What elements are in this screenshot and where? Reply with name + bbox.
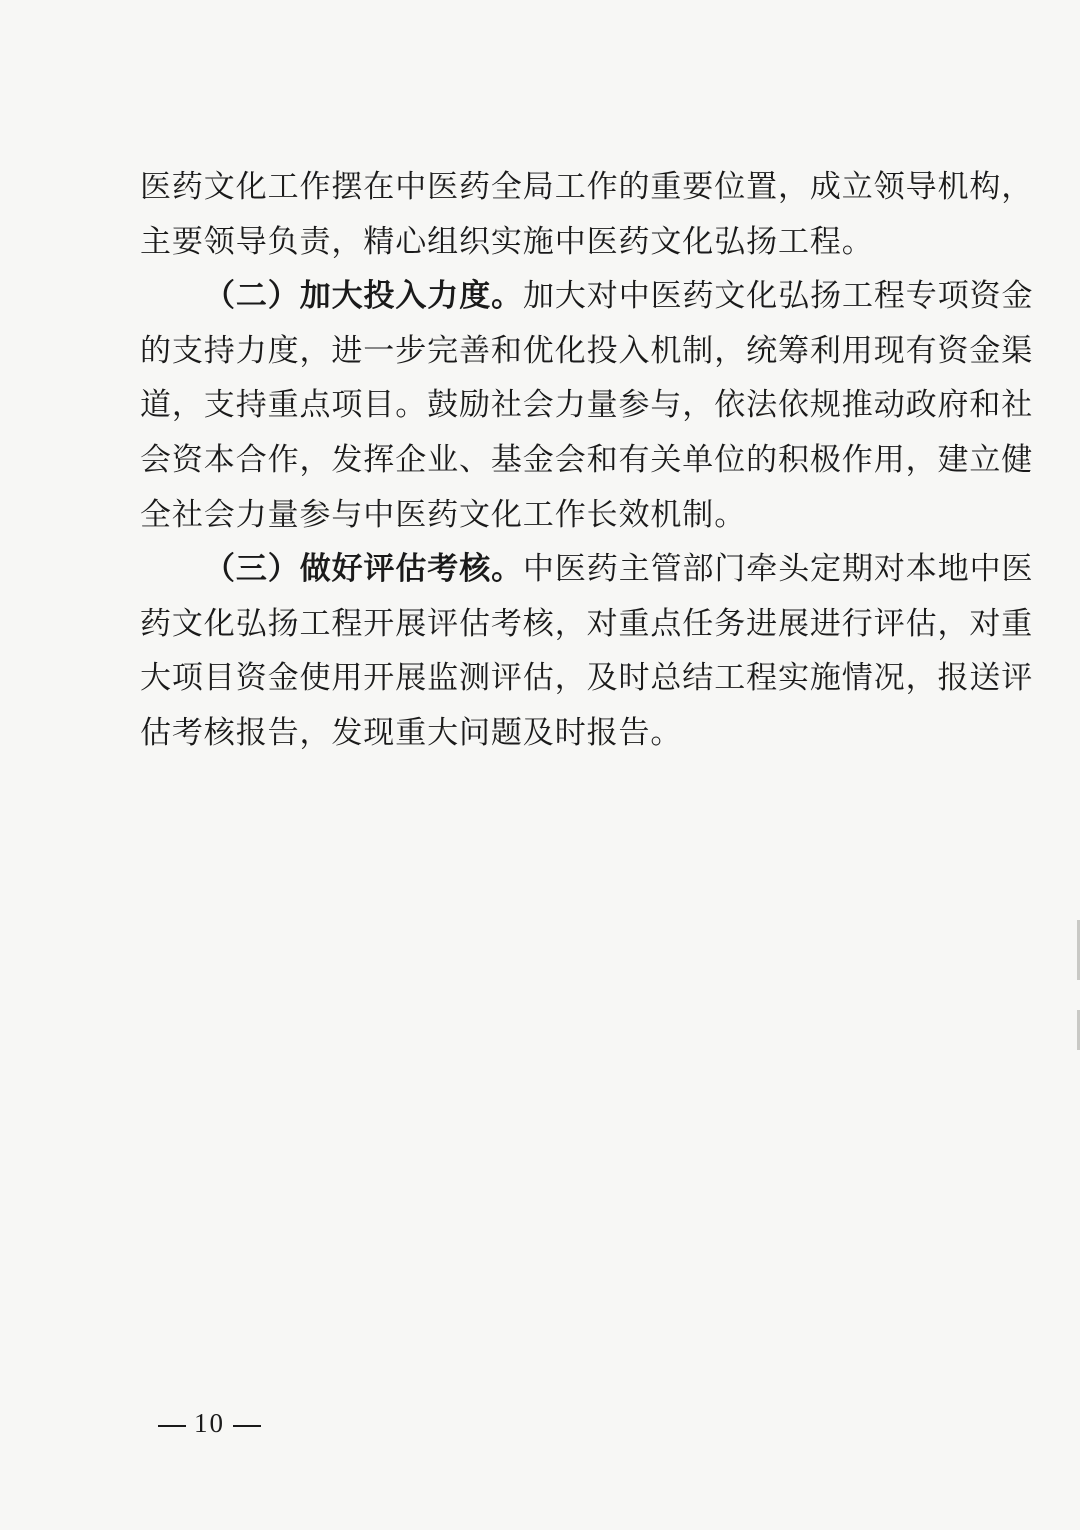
paragraph-3-heading: （三）做好评估考核。 [204, 551, 523, 588]
paragraph-2-line-3: 道，支持重点项目。鼓励社会力量参与，依法依规推动政府和社 [140, 387, 1034, 424]
page-number-value: 10 [194, 1408, 225, 1438]
paragraph-3-line-2: 药文化弘扬工程开展评估考核，对重点任务进展进行评估，对重 [140, 605, 1034, 642]
paragraph-3-line-3: 大项目资金使用开展监测评估，及时总结工程实施情况，报送评 [140, 660, 1034, 697]
paragraph-3-line-1 [140, 542, 1034, 597]
paragraph-1 [140, 160, 1034, 269]
paragraph-3-line-1-text: 中医药主管部门牵头定期对本地中医 [523, 551, 1034, 588]
paragraph-2-line-5: 全社会力量参与中医药文化工作长效机制。 [140, 496, 747, 533]
body-text [140, 160, 1034, 761]
page-number [150, 1408, 269, 1439]
page-number-dash-left [158, 1425, 186, 1427]
paragraph-3 [140, 542, 1034, 760]
paragraph-2-heading: （二）加大投入力度。 [204, 278, 523, 315]
paragraph-1-line-1: 医药文化工作摆在中医药全局工作的重要位置，成立领导机构， [140, 169, 1034, 205]
paragraph-2-line-1 [140, 269, 1034, 324]
paragraph-2-line-2: 的支持力度，进一步完善和优化投入机制，统筹利用现有资金渠 [140, 332, 1034, 369]
paragraph-1-line-2: 主要领导负责，精心组织实施中医药文化弘扬工程。 [140, 223, 874, 260]
paragraph-3-line-4: 估考核报告，发现重大问题及时报告。 [140, 714, 683, 751]
page-number-dash-right [233, 1425, 261, 1427]
paragraph-2-line-1-text: 加大对中医药文化弘扬工程专项资金 [523, 278, 1034, 315]
paragraph-2-line-4: 会资本合作，发挥企业、基金会和有关单位的积极作用，建立健 [140, 441, 1034, 478]
paragraph-2 [140, 269, 1034, 542]
